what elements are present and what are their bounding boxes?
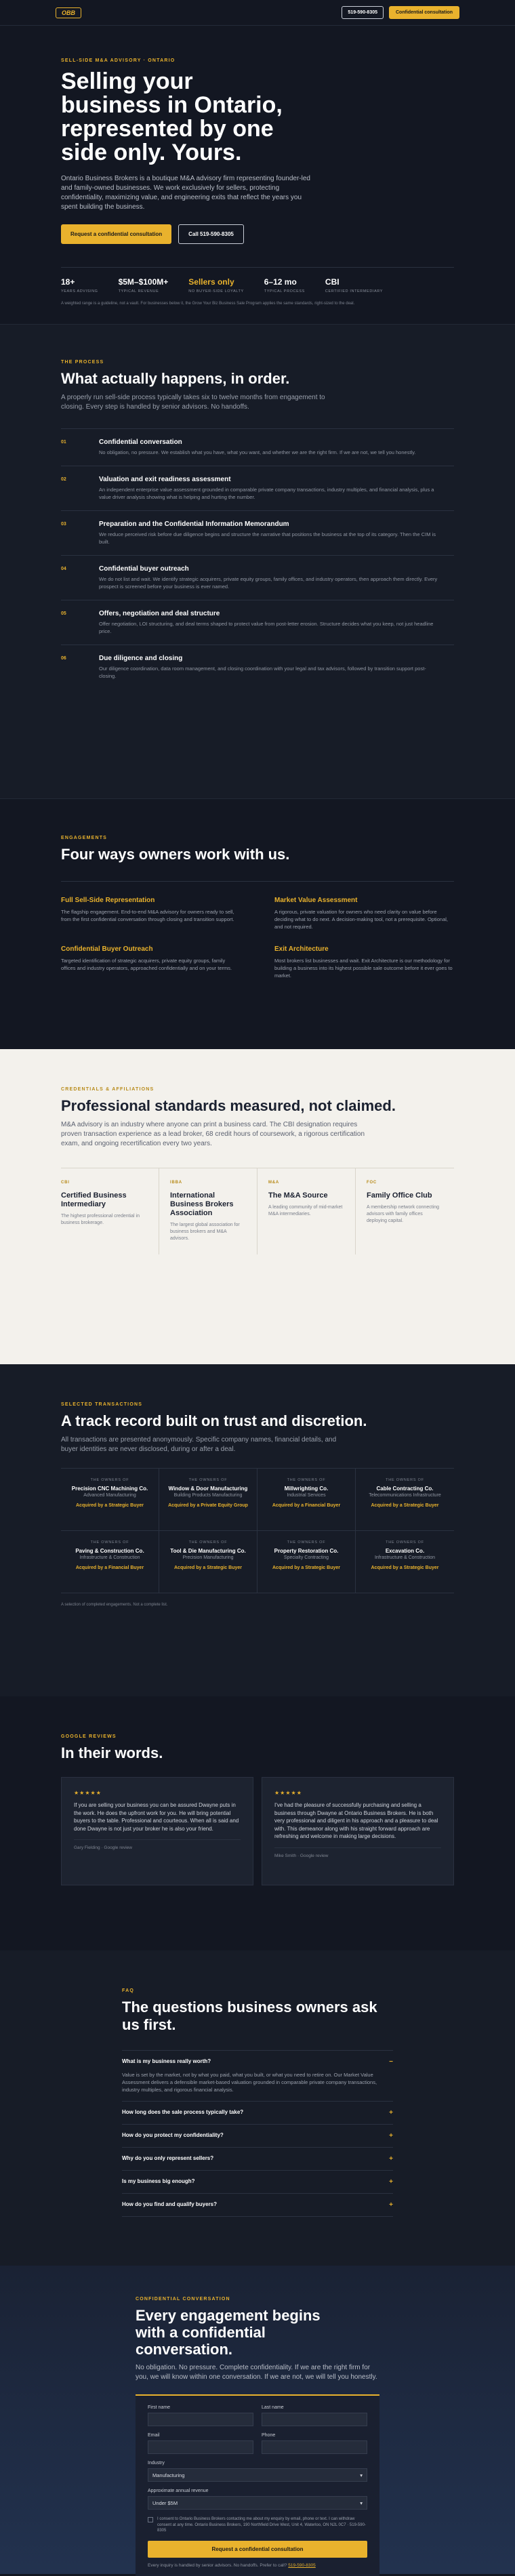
consent-text: I consent to Ontario Business Brokers contacting me about my enquiry by email, phone or text. I can withdraw consent at any time. Ontario Business Brokers, 190 Northfield Drive West, Unit 4, Waterloo, ON N2L 0C7 · 519-590-8305 <box>157 2517 366 2533</box>
consent-checkbox[interactable] <box>148 2517 153 2522</box>
revenue-value: Under $5M <box>152 2500 178 2506</box>
engagements-title: Four ways owners work with us. <box>61 846 290 863</box>
credential-tag: CBI <box>61 1181 70 1185</box>
step-number: 01 <box>61 440 66 445</box>
deal-owner-label: THE OWNERS OF <box>287 1540 326 1545</box>
reviews-eyebrow: GOOGLE REVIEWS <box>61 1734 117 1739</box>
deal-card <box>61 1531 159 1593</box>
submit-button[interactable]: Request a confidential consultation <box>148 2541 367 2558</box>
credential-item <box>61 1168 159 1254</box>
stat-label: TYPICAL REVENUE <box>118 289 159 293</box>
process-title: What actually happens, in order. <box>61 370 290 387</box>
first-name-label: First name <box>148 2405 171 2410</box>
expand-icon[interactable]: + <box>389 2109 393 2117</box>
stat-item <box>188 277 243 293</box>
deal-card <box>159 1469 258 1531</box>
faq-item[interactable] <box>122 2101 393 2124</box>
reviews-section <box>0 1696 515 1950</box>
deal-card <box>61 1469 159 1531</box>
step-title: Confidential buyer outreach <box>99 565 189 573</box>
process-step <box>61 555 454 600</box>
step-desc: We do not list and wait. We identify strategic acquirers, private equity groups, family offices, and industry operators, then approach them directly. Every prospect is screened before your business is ever named. <box>99 576 438 590</box>
process-step <box>61 600 454 645</box>
stat-value: 18+ <box>61 277 75 287</box>
review-card <box>262 1777 454 1885</box>
deal-owner-label: THE OWNERS OF <box>188 1540 228 1545</box>
revenue-select[interactable] <box>148 2496 367 2510</box>
step-number: 06 <box>61 656 66 661</box>
engagement-item <box>61 897 241 931</box>
star-rating-icon: ★★★★★ <box>74 1790 102 1796</box>
step-desc: Offer negotiation, LOI structuring, and deal terms shaped to protect value from post-letter erosion. Structure decides what you keep, not just headline price. <box>99 621 434 634</box>
deals-grid <box>61 1468 454 1593</box>
credential-desc: A membership network connecting advisors with family offices deploying capital. <box>367 1205 439 1223</box>
expand-icon[interactable]: + <box>389 2201 393 2209</box>
process-step <box>61 466 454 510</box>
stat-label: NO BUYER-SIDE LOYALTY <box>188 289 244 293</box>
credential-item <box>159 1168 258 1254</box>
deal-sector: Infrastructure & Construction <box>374 1555 436 1560</box>
credential-item <box>356 1168 454 1254</box>
credential-desc: The largest global association for business brokers and M&A advisors. <box>170 1223 240 1241</box>
credential-item <box>258 1168 356 1254</box>
deal-sector: Advanced Manufacturing <box>83 1493 136 1498</box>
review-author: Mike Smith · Google review <box>274 1847 441 1858</box>
deal-sector: Infrastructure & Construction <box>79 1555 140 1560</box>
step-title: Confidential conversation <box>99 438 182 446</box>
last-name-label: Last name <box>262 2405 284 2410</box>
engagement-desc: The flagship engagement. End-to-end M&A advisory for owners ready to sell, from the first confidential conversation through closing and transition support. <box>61 909 234 922</box>
deal-name: Precision CNC Machining Co. <box>71 1486 148 1492</box>
credential-title: Certified Business Intermediary <box>61 1191 127 1208</box>
faq-item[interactable] <box>122 2050 393 2101</box>
faq-item[interactable] <box>122 2170 393 2193</box>
phone-input[interactable] <box>262 2440 367 2454</box>
step-title: Valuation and exit readiness assessment <box>99 476 231 483</box>
stat-label: YEARS ADVISING <box>61 289 98 293</box>
credentials-section <box>0 1049 515 1364</box>
engagement-title[interactable]: Exit Architecture <box>274 945 329 953</box>
engagement-desc: Targeted identification of strategic acquirers, private equity groups, family offices and industry operators, approached confidentially and on your terms. <box>61 958 232 971</box>
step-number: 02 <box>61 477 66 482</box>
star-rating-icon: ★★★★★ <box>274 1790 302 1796</box>
credentials-eyebrow: CREDENTIALS & AFFILIATIONS <box>61 1087 154 1092</box>
collapse-icon[interactable]: − <box>389 2058 393 2066</box>
contact-title: Every engagement begins with a confidential conversation. <box>136 2307 321 2358</box>
hero-buttons <box>61 224 454 244</box>
process-steps <box>61 428 454 689</box>
site-logo[interactable]: OBB <box>56 7 81 18</box>
engagement-desc: A rigorous, private valuation for owners who need clarity on value before deciding what to do next. A decision-making tool, not a prerequisite. Optional, and not required. <box>274 909 448 930</box>
hero-eyebrow: SELL-SIDE M&A ADVISORY · ONTARIO <box>61 58 176 63</box>
track-eyebrow: SELECTED TRANSACTIONS <box>61 1402 143 1407</box>
deal-acquirer: Acquired by a Private Equity Group <box>168 1503 248 1508</box>
header-consultation-button[interactable]: Confidential consultation <box>389 6 459 19</box>
step-title: Due diligence and closing <box>99 655 183 662</box>
first-name-input[interactable] <box>148 2413 253 2426</box>
deal-owner-label: THE OWNERS OF <box>90 1478 129 1482</box>
stat-label: TYPICAL PROCESS <box>264 289 305 293</box>
contact-section <box>0 2266 515 2574</box>
faq-list <box>122 2050 393 2217</box>
track-note: A selection of completed engagements. Not a complete list. <box>61 1603 168 1607</box>
deal-name: Window & Door Manufacturing <box>168 1486 248 1492</box>
stat-item <box>325 277 383 293</box>
step-desc: No obligation, no pressure. We establish what you have, what you want, and whether we are the right firm. If we are not, we tell you honestly. <box>99 449 416 455</box>
stat-item <box>119 277 169 293</box>
engagement-title[interactable]: Confidential Buyer Outreach <box>61 945 153 953</box>
chevron-down-icon: ▾ <box>360 2472 363 2478</box>
review-quote: I've had the pleasure of successfully purchasing and selling a business through Dwayne at Ontario Business Brokers. He is both very professional and diligent in his approach and a pleasure to deal with. This demeanor along with his straight forward approach are refreshing and welcome in making large decisions. <box>274 1802 438 1839</box>
deal-owner-label: THE OWNERS OF <box>90 1540 129 1545</box>
deal-sector: Industrial Services <box>287 1493 326 1498</box>
email-label: Email <box>148 2433 160 2438</box>
step-number: 03 <box>61 522 66 527</box>
step-number: 04 <box>61 567 66 571</box>
process-eyebrow: THE PROCESS <box>61 360 104 365</box>
credential-desc: The highest professional credential in business brokerage. <box>61 1214 140 1225</box>
industry-select[interactable] <box>148 2468 367 2482</box>
phone-label: Phone <box>262 2433 276 2438</box>
revenue-label: Approximate annual revenue <box>148 2489 209 2493</box>
deal-acquirer: Acquired by a Strategic Buyer <box>371 1566 439 1570</box>
header-phone-button[interactable]: 519-590-8305 <box>342 6 384 19</box>
contact-subtitle: No obligation. No pressure. Complete confidentiality. If we are the right firm for you, we will know within one conversation. If we are not, we will tell you honestly. <box>136 2364 377 2381</box>
process-step <box>61 510 454 555</box>
engagements-eyebrow: ENGAGEMENTS <box>61 836 108 840</box>
deal-card <box>356 1469 454 1531</box>
deal-name: Tool & Die Manufacturing Co. <box>170 1548 246 1554</box>
deal-name: Cable Contracting Co. <box>376 1486 434 1492</box>
last-name-input[interactable] <box>262 2413 367 2426</box>
expand-icon[interactable]: + <box>389 2132 393 2140</box>
faq-section <box>0 1950 515 2266</box>
email-input[interactable] <box>148 2440 253 2454</box>
stat-value: $5M–$100M+ <box>118 277 169 287</box>
deal-owner-label: THE OWNERS OF <box>287 1478 326 1482</box>
expand-icon[interactable]: + <box>389 2178 393 2186</box>
deal-owner-label: THE OWNERS OF <box>386 1540 424 1545</box>
engagement-title[interactable]: Market Value Assessment <box>274 897 358 904</box>
credential-title: International Business Brokers Association <box>170 1191 234 1217</box>
process-step <box>61 645 454 689</box>
reviews-title: In their words. <box>61 1744 163 1761</box>
chevron-down-icon: ▾ <box>360 2500 363 2506</box>
deal-name: Paving & Construction Co. <box>75 1548 144 1554</box>
deal-acquirer: Acquired by a Financial Buyer <box>272 1503 341 1508</box>
engagements-section <box>0 798 515 1049</box>
deal-acquirer: Acquired by a Strategic Buyer <box>272 1566 340 1570</box>
industry-label: Industry <box>148 2461 165 2466</box>
step-desc: An independent enterprise value assessment grounded in comparable private company transactions, industry multiples, and financial analysis, plus a value driver analysis showing what is helping and hurting the number. <box>99 487 434 500</box>
engagement-item <box>274 897 454 931</box>
review-card <box>61 1777 253 1885</box>
credentials-subtitle: M&A advisory is an industry where anyone can print a business card. The CBI designation requires proven transaction experience as a lead broker, 68 credit hours of coursework, a rigorous certification exam, and ongoing recertification every two years. <box>61 1121 365 1147</box>
contact-form <box>136 2394 379 2576</box>
contact-eyebrow: CONFIDENTIAL CONVERSATION <box>136 2297 230 2302</box>
hero-section <box>0 26 515 324</box>
engagement-title[interactable]: Full Sell-Side Representation <box>61 897 155 904</box>
process-step <box>61 428 454 466</box>
review-quote: If you are selling your business you can be assured Dwayne puts in the work. He does the upfront work for you. He will bring potential buyers to the table. Professional and courteous. When all is said and done Dwayne is not just your broker he is also your friend. <box>74 1802 239 1832</box>
deal-name: Excavation Co. <box>385 1548 425 1554</box>
deal-acquirer: Acquired by a Strategic Buyer <box>371 1503 439 1508</box>
credential-title: Family Office Club <box>367 1191 432 1200</box>
deal-owner-label: THE OWNERS OF <box>386 1478 424 1482</box>
review-author: Gary Fielding · Google review <box>74 1839 241 1850</box>
deal-card <box>159 1531 258 1593</box>
credential-tag: FOC <box>367 1181 377 1185</box>
step-desc: Our diligence coordination, data room management, and closing coordination with your legal and tax advisors, followed by transition support post-closing. <box>99 666 426 679</box>
faq-question[interactable]: Is my business big enough? <box>122 2178 195 2184</box>
form-phone-link[interactable]: 519-590-8305 <box>288 2562 316 2568</box>
credentials-title: Professional standards measured, not claimed. <box>61 1097 396 1114</box>
deal-card <box>356 1531 454 1593</box>
track-record-section <box>0 1364 515 1696</box>
deal-acquirer: Acquired by a Strategic Buyer <box>174 1566 242 1570</box>
credential-title: The M&A Source <box>268 1191 328 1200</box>
process-section <box>0 324 515 798</box>
step-title: Preparation and the Confidential Information Memorandum <box>99 520 289 528</box>
credential-tag: IBBA <box>170 1181 182 1185</box>
site-header <box>0 0 515 26</box>
deal-name: Property Restoration Co. <box>274 1548 339 1554</box>
stat-label: CERTIFIED INTERMEDIARY <box>325 289 384 293</box>
form-note-text: Every inquiry is handled by senior advisors. No handoffs. Prefer to call? <box>148 2562 287 2568</box>
process-subtitle: A properly run sell-side process typically takes six to twelve months from engagement to closing. Every step is handled by senior advisors. No handoffs. <box>61 394 325 411</box>
faq-item[interactable] <box>122 2124 393 2147</box>
faq-eyebrow: FAQ <box>122 1988 134 1993</box>
deal-card <box>258 1469 356 1531</box>
track-title: A track record built on trust and discretion. <box>61 1412 367 1429</box>
engagement-item <box>274 945 454 979</box>
faq-question[interactable]: How do you find and qualify buyers? <box>122 2201 218 2207</box>
consent-row <box>148 2516 367 2534</box>
engagement-item <box>61 945 241 979</box>
deal-acquirer: Acquired by a Financial Buyer <box>75 1566 144 1570</box>
deal-name: Millwrighting Co. <box>284 1486 329 1492</box>
faq-question[interactable]: How long does the sale process typically take? <box>122 2109 244 2115</box>
expand-icon[interactable]: + <box>389 2155 393 2163</box>
deal-acquirer: Acquired by a Strategic Buyer <box>76 1503 144 1508</box>
engagement-desc: Most brokers list businesses and wait. Exit Architecture is our methodology for building a business into its highest possible sale outcome before it ever goes to market. <box>274 958 453 979</box>
credentials-grid <box>61 1168 454 1254</box>
credential-tag: M&A <box>268 1181 280 1185</box>
engagements-grid <box>61 881 454 979</box>
header-actions <box>342 6 459 19</box>
step-title: Offers, negotiation and deal structure <box>99 610 220 617</box>
stat-item <box>264 277 305 293</box>
form-note <box>148 2563 367 2568</box>
hero-stats <box>61 267 454 293</box>
faq-question[interactable]: Why do you only represent sellers? <box>122 2155 214 2161</box>
reviews-grid <box>61 1777 454 1885</box>
stat-value: 6–12 mo <box>264 277 297 287</box>
credential-desc: A leading community of mid-market M&A intermediaries. <box>268 1205 343 1217</box>
faq-title: The questions business owners ask us first. <box>122 1999 377 2033</box>
deal-sector: Specialty Contracting <box>283 1555 329 1560</box>
stat-item <box>61 277 98 293</box>
hero-call-button[interactable]: Call 519-590-8305 <box>178 224 244 244</box>
step-desc: We reduce perceived risk before due diligence begins and structure the narrative that positions the business at the top of its category. Then the CIM is built. <box>99 531 436 545</box>
deal-sector: Telecommunications Infrastructure <box>369 1493 441 1498</box>
faq-item[interactable] <box>122 2147 393 2170</box>
deal-owner-label: THE OWNERS OF <box>188 1478 228 1482</box>
track-subtitle: All transactions are presented anonymously. Specific company names, financial details, and buyer identities are never disclosed, during or after a deal. <box>61 1436 337 1453</box>
hero-body: Ontario Business Brokers is a boutique M&A advisory firm representing founder-led and family-owned businesses. We work exclusively for sellers, protecting confidentiality, maximizing value, and engineering exits that reflect the years you spent building the business. <box>61 175 310 211</box>
deal-sector: Building Products Manufacturing <box>173 1493 243 1498</box>
industry-value: Manufacturing <box>152 2472 185 2478</box>
hero-consultation-button[interactable]: Request a confidential consultation <box>61 224 171 244</box>
faq-question[interactable]: How do you protect my confidentiality? <box>122 2132 224 2138</box>
hero-title: Selling your business in Ontario, represented by one side only. Yours. <box>61 68 283 165</box>
faq-item[interactable] <box>122 2193 393 2217</box>
deal-sector: Precision Manufacturing <box>182 1555 234 1560</box>
faq-answer: Value is set by the market, not by what you paid, what you built, or what you need to retire on. Our Market Value Assessment delivers a defensible market-based valuation grounded in comparable private company transactions, industry multiples, and rigorous financial analysis. <box>122 2072 377 2093</box>
stat-value: CBI <box>325 277 339 287</box>
faq-question[interactable]: What is my business really worth? <box>122 2058 211 2064</box>
deal-card <box>258 1531 356 1593</box>
hero-stat-note: A weighted range is a guideline, not a vault. For businesses below it, the Grow Your Biz Business Sale Program applies the same standards, right-sized to the deal. <box>61 302 355 306</box>
stat-value: Sellers only <box>188 277 234 287</box>
step-number: 05 <box>61 611 66 616</box>
